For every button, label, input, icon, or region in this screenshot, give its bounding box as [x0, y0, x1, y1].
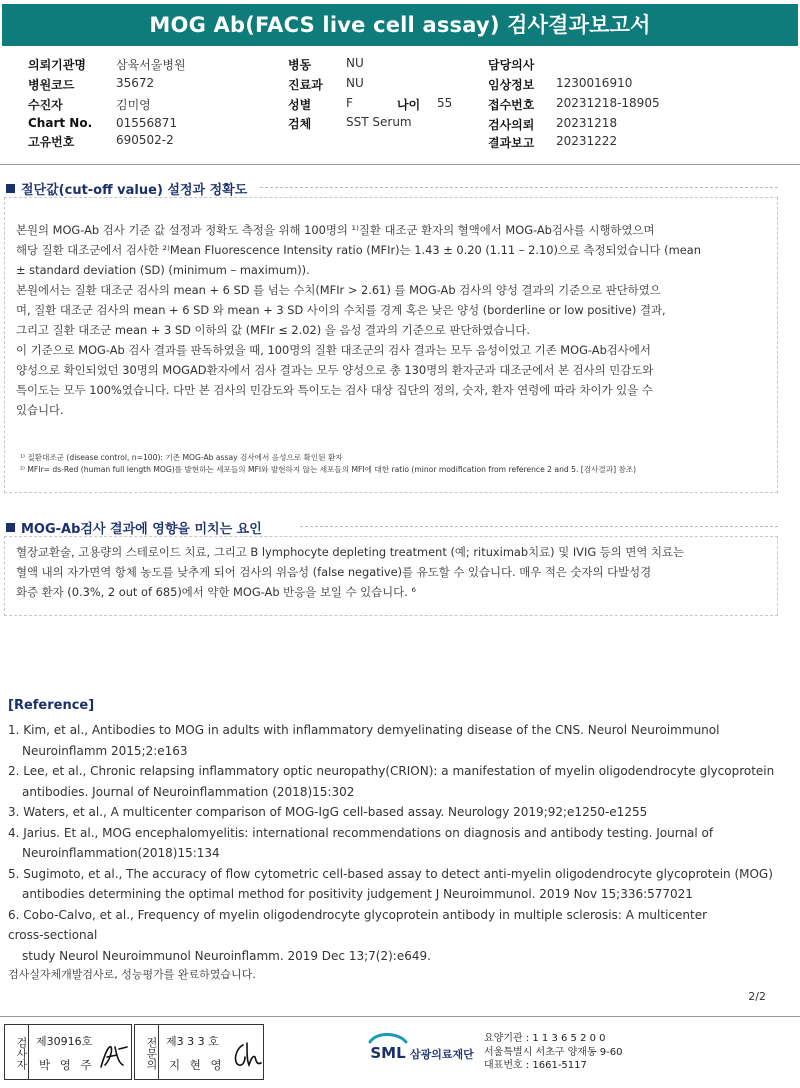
- info-value: SST Serum: [346, 115, 412, 129]
- sml-logo-icon: [366, 1030, 410, 1064]
- paragraph-line: 혈장교환술, 고용량의 스테로이드 치료, 그리고 B lymphocyte depleting treatment (예; rituximab치료) 및 IVIG 등의 면역 치료는: [16, 545, 685, 559]
- cutoff-paragraph: [16, 220, 776, 420]
- info-label: 검사의뢰: [488, 118, 535, 132]
- info-label: 접수번호: [488, 98, 535, 112]
- paragraph-line: 양성으로 확인되었던 30명의 MOGAD환자에서 검사 결과는 모두 양성으로 총 130명의 환자군과 대조군에서 본 검사의 민감도와: [16, 363, 654, 377]
- paragraph-line: 본원의 MOG-Ab 검사 기준 값 설정과 정확도 측정을 위해 100명의 ¹⁾질환 대조군 환자의 혈액에서 MOG-Ab검사를 시행하였으며: [16, 223, 655, 237]
- info-label: 병원코드: [28, 78, 75, 92]
- patient-info: [0, 56, 800, 156]
- info-label: 병동: [288, 58, 312, 72]
- reference-item: 5. Sugimoto, et al., The accuracy of flow cytometric cell-based assay to detect anti-myelin oligodendrocyte glycoprotein (MOG) antibodies determining the optimal method for positivity judgement J Neuroimmunol. 2019 Nov 15;336:577021: [8, 866, 773, 901]
- paragraph-line: 특이도는 모두 100%였습니다. 다만 본 검사의 민감도와 특이도는 검사 대상 집단의 정의, 숫자, 환자 연령에 따라 차이가 있을 수: [16, 383, 653, 397]
- org-line: 대표번호 : 1661-5117: [484, 1060, 587, 1071]
- info-label: 담당의사: [488, 58, 535, 72]
- paragraph-line: 며, 질환 대조군 검사의 mean + 6 SD 와 mean + 3 SD 사이의 수치를 경계 혹은 낮은 양성 (borderline or low positive) 결과,: [16, 303, 666, 317]
- info-label: 수진자: [28, 98, 63, 112]
- info-value: NU: [346, 76, 364, 90]
- info-value: 김미영: [116, 98, 151, 112]
- info-value: 20231218: [556, 116, 618, 130]
- info-value: 690502-2: [116, 133, 174, 147]
- validation-note: 검사실자체개발검사로, 성능평가를 완료하였습니다.: [8, 968, 256, 981]
- info-label: Chart No.: [28, 116, 93, 130]
- info-divider: [0, 164, 800, 165]
- info-value: 20231222: [556, 134, 618, 148]
- footer-divider: [0, 1016, 800, 1017]
- paragraph-line: 그리고 질환 대조군 mean + 3 SD 이하의 값 (MFIr ≤ 2.02) 을 음성 결과의 기준으로 판단하였습니다.: [16, 323, 530, 337]
- inspector-side-label: 검사자: [5, 1025, 29, 1079]
- paragraph-line: 이 기준으로 MOG-Ab 검사 결과를 판독하였을 때, 100명의 질환 대조군의 검사 결과는 모두 음성이었고 기존 MOG-Ab검사에서: [16, 343, 651, 357]
- info-value: NU: [346, 56, 364, 70]
- info-label: 고유번호: [28, 135, 75, 149]
- inspector-name: 박 영 주: [39, 1058, 95, 1072]
- reference-list: [8, 720, 792, 966]
- org-info: [484, 1032, 623, 1073]
- paragraph-line: 있습니다.: [16, 403, 64, 417]
- section-heading-text: MOG-Ab검사 결과에 영향을 미치는 요인: [21, 522, 262, 537]
- footnote-2: ²⁾ MFIr= ds-Red (human full length MOG)를 발현하는 세포들의 MFI와 발현하지 않는 세포들의 MFI에 대한 ratio (minor modification from reference 2 and 5. [검사결과] 참조): [20, 465, 637, 474]
- info-value: F: [346, 96, 353, 110]
- section-heading-text: 절단값(cut-off value) 설정과 정확도: [21, 183, 248, 198]
- footnote-1: ¹⁾ 질환대조군 (disease control, n=100): 기존 MOG-Ab assay 검사에서 음성으로 확인된 환자: [20, 453, 343, 462]
- org-line: 서울특별시 서초구 양재동 9-60: [484, 1046, 623, 1058]
- info-label: 나이: [397, 98, 421, 112]
- bullet-square-icon: [6, 184, 15, 193]
- heading-divider: [260, 187, 778, 188]
- doctor-signature-box: [134, 1024, 264, 1080]
- info-label: 임상정보: [488, 78, 535, 92]
- doctor-name: 지 현 영: [169, 1058, 225, 1072]
- reference-heading: [Reference]: [8, 698, 95, 713]
- paragraph-line: ± standard deviation (SD) (minimum – maximum)).: [16, 263, 310, 277]
- reference-item-cont: study Neurol Neuroimmunol Neuroinflamm. 2019 Dec 13;7(2):e649.: [22, 948, 431, 963]
- info-value: 20231218-18905: [556, 96, 660, 110]
- info-value: 1230016910: [556, 76, 633, 90]
- paragraph-line: 해당 질환 대조군에서 검사한 ²⁾Mean Fluorescence Intensity ratio (MFIr)는 1.43 ± 0.20 (1.11 – 2.10)으로 측정되었습니다 (mean: [16, 243, 701, 257]
- paragraph-line: 본원에서는 질환 대조군 검사의 mean + 6 SD 를 넘는 수치(MFIr > 2.61) 를 MOG-Ab 검사의 양성 결과의 기준으로 판단하였으: [16, 283, 661, 297]
- info-label: 결과보고: [488, 136, 535, 150]
- info-value: 삼육서울병원: [116, 58, 186, 72]
- section-heading-factors: [6, 518, 262, 537]
- inspector-license-no: 제30916호: [36, 1035, 93, 1048]
- info-label: 의뢰기관명: [28, 58, 86, 72]
- info-value: 35672: [116, 76, 155, 90]
- doctor-signature-icon: [229, 1039, 263, 1073]
- reference-item-cont: cross-sectional: [8, 928, 98, 942]
- reference-item: 3. Waters, et al., A multicenter comparison of MOG-IgG cell-based assay. Neurology 2019;92;e1250-e1255: [8, 805, 648, 819]
- bullet-square-icon: [6, 523, 15, 532]
- doctor-license-no: 제3 3 3 호: [166, 1035, 219, 1048]
- info-label: 진료과: [288, 78, 323, 92]
- inspector-signature-box: [4, 1024, 132, 1080]
- info-value: 55: [437, 96, 453, 110]
- factors-paragraph: [16, 542, 776, 602]
- report-title: MOG Ab(FACS live cell assay) 검사결과보고서: [2, 4, 798, 46]
- reference-item: 6. Cobo-Calvo, et al., Frequency of myelin oligodendrocyte glycoprotein antibody in multiple sclerosis: A multicenter: [8, 907, 708, 922]
- paragraph-line: 혈액 내의 자가면역 항체 농도를 낮추게 되어 검사의 위음성 (false negative)를 유도할 수 있습니다. 매우 적은 숫자의 다발성경: [16, 565, 652, 579]
- reference-item: 4. Jarius. Et al., MOG encephalomyelitis: international recommendations on diagnosis and antibody testing. Journal of Neuroinflammation(2018)15:134: [8, 825, 714, 860]
- section-heading-cutoff: [6, 179, 247, 198]
- info-label: 검체: [288, 117, 312, 131]
- logo-mark: SML: [370, 1044, 406, 1062]
- info-label: 성별: [288, 98, 312, 112]
- reference-item: 1. Kim, et al., Antibodies to MOG in adults with inflammatory demyelinating disease of the CNS. Neurol Neuroimmunol Neuroinflamm 2015;2:e163: [8, 723, 720, 758]
- heading-divider: [300, 526, 778, 527]
- logo-name: 삼광의료재단: [410, 1048, 474, 1061]
- doctor-side-label: 전문의: [135, 1025, 159, 1079]
- info-value: 01556871: [116, 116, 178, 130]
- inspector-signature-icon: [97, 1039, 131, 1073]
- reference-item: 2. Lee, et al., Chronic relapsing inflammatory optic neuropathy(CRION): a manifestation of myelin oligodendrocyte glycoprotein antibodies. Journal of Neuroinflammation (2018)15:302: [8, 764, 775, 799]
- page-number: 2/2: [748, 990, 766, 1003]
- org-line: 요양기관 : 1 1 3 6 5 2 0 0: [484, 1033, 606, 1044]
- paragraph-line: 화증 환자 (0.3%, 2 out of 685)에서 약한 MOG-Ab 반응을 보일 수 있습니다. ⁶: [16, 585, 416, 599]
